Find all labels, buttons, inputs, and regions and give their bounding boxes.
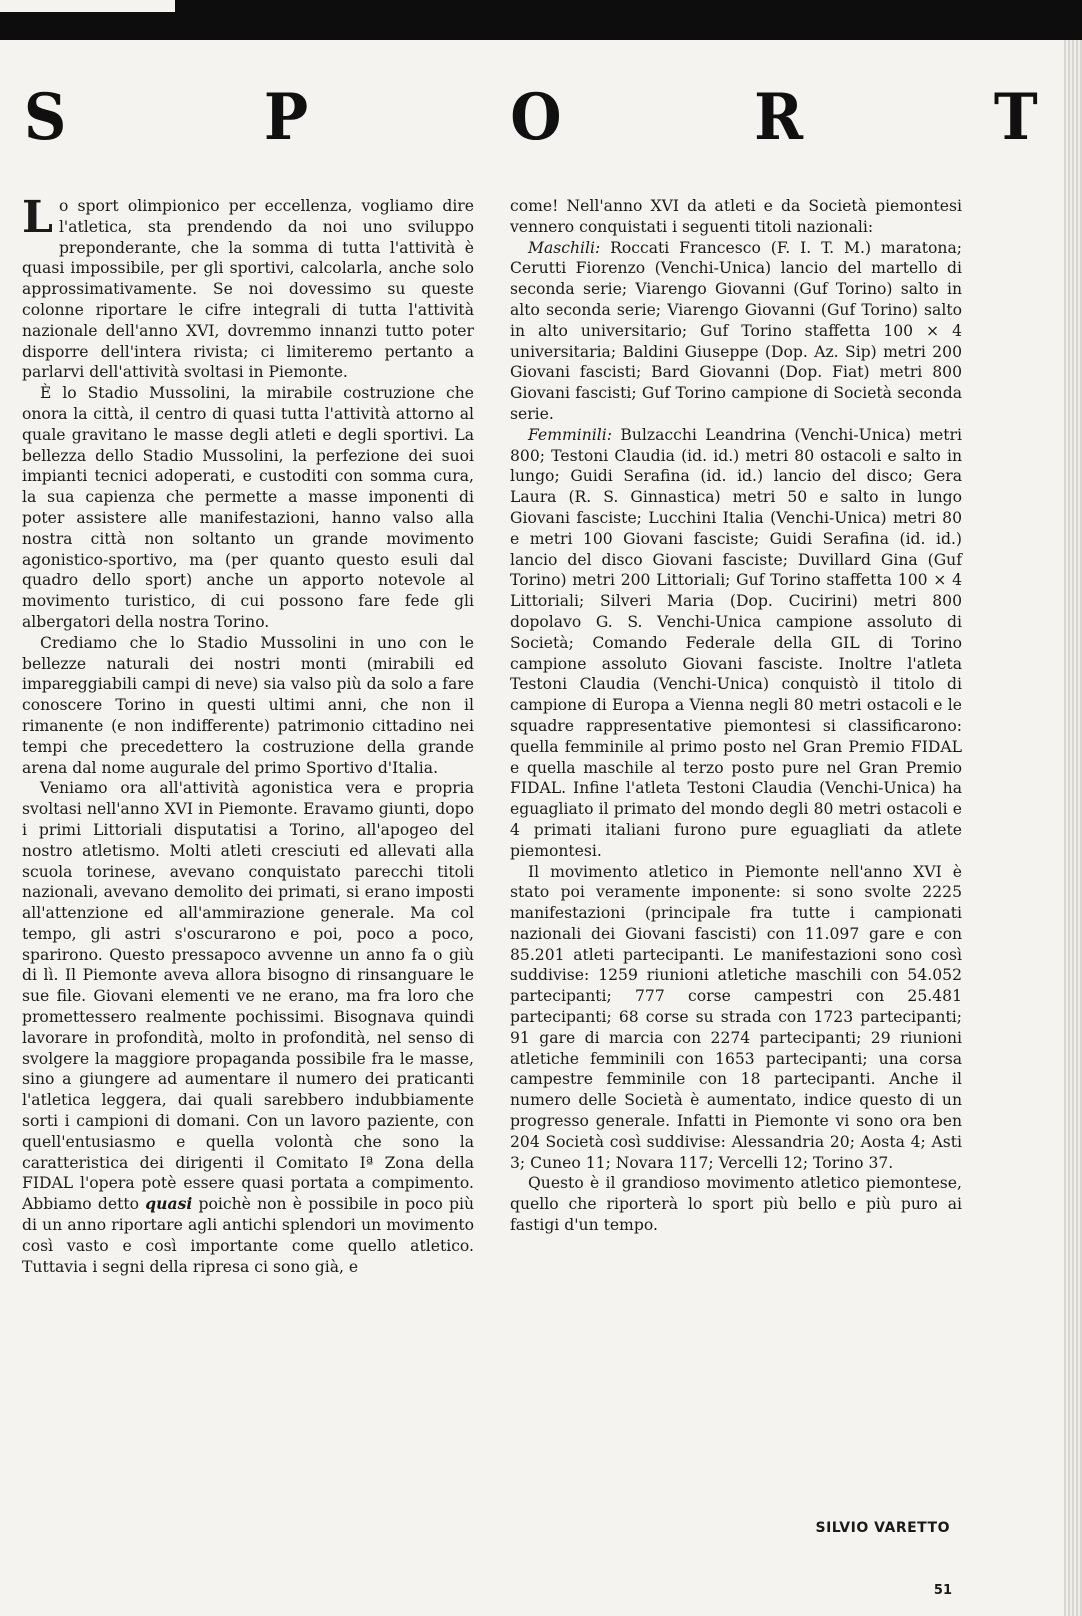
title-letter-o: O [510, 80, 562, 155]
paragraph-titoli: come! Nell'anno XVI da atleti e da Società piemontesi vennero conquistati i seguenti titoli nazionali: [510, 197, 962, 236]
article-right-column [510, 196, 962, 1236]
title-letter-r: R [754, 80, 804, 155]
top-black-bar [0, 0, 1082, 40]
title-letter-s: S [23, 80, 67, 155]
paragraph-movimento: Il movimento atletico in Piemonte nell'anno XVI è stato poi veramente imponente: si sono svolte 2225 manifestazioni (principale fra tutte i campionati nazionali dei Giovani fascisti) con 11.097 gare e con 85.201 atleti partecipanti. Le manifestazioni sono così suddivise: 1259 riunioni atletiche maschili con 54.052 partecipanti; 777 corse campestri con 25.481 partecipanti; 68 corse su strada con 1723 partecipanti; 91 gare di marcia con 2274 partecipanti; 29 riunioni atletiche femminili con 1653 partecipanti; una corsa campestre femminile con 18 partecipanti. Anche il numero delle Società è aumentato, indice questo di un progresso generale. Infatti in Piemonte vi sono ora ben 204 Società così suddivise: Alessandria 20; Aosta 4; Asti 3; Cuneo 11; Novara 117; Vercelli 12; Torino 37. [510, 862, 962, 1172]
paragraph-femminili: Femminili: Bulzacchi Leandrina (Venchi-Unica) metri 800; Testoni Claudia (id. id.) metri 80 ostacoli e salto in lungo; Guidi Serafina (id. id.) lancio del disco; Gera Laura (R. S. Ginnastica) metri 50 e salto in lungo Giovani fasciste; Lucchini Italia (Venchi-Unica) metri 80 e metri 100 Giovani fasciste; Guidi Serafina (id. id.) lancio del disco Giovani fasciste; Duvillard Gina (Guf Torino) metri 200 Littoriali; Guf Torino staffetta 100 × 4 Littoriali; Silveri Maria (Dop. Cucirini) metri 800 dopolavo G. S. Venchi-Unica campione assoluto di Società; Comando Federale della GIL di Torino campione assoluto Giovani fasciste. Inoltre l'atleta Testoni Claudia (Venchi-Unica) conquistò il titolo di campione di Europa a Vienna negli 80 metri ostacoli e le squadre rappresentative piemontesi si classificarono: quella femminile al primo posto nel Gran Premio FIDAL e quella maschile al terzo posto pure nel Gran Premio FIDAL. Infine l'atleta Testoni Claudia (Venchi-Unica) ha eguagliato il primato del mondo degli 80 metri ostacoli e 4 primati italiani furono pure eguagliati da atlete piemontesi. [510, 425, 962, 860]
paragraph-stadio: È lo Stadio Mussolini, la mirabile costruzione che onora la città, il centro di quasi tutta l'attività attorno al quale gravitano le masse degli atleti e degli sportivi. La bellezza dello Stadio Mussolini, la perfezione dei suoi impianti tecnici adoperati, e custoditi con somma cura, la sua capienza che permette a masse imponenti di poter assistere alle manifestazioni, hanno valso alla nostra città non soltanto un grande movimento agonistico-sportivo, ma (per quanto questo esuli dal quadro dello sport) anche un apporto notevole al movimento turistico, di cui possono fare fede gli albergatori della nostra Torino. [22, 384, 474, 631]
paragraph-attivita: Veniamo ora all'attività agonistica vera e propria svoltasi nell'anno XVI in Piemonte. Eravamo giunti, dopo i primi Littoriali disputatisi a Torino, all'apogeo del nostro atletismo. Molti atleti cresciuti ed allevati alla scuola torinese, avevano conquistato parecchi titoli nazionali, avevano demolito dei primati, si erano imposti all'attenzione ed all'ammirazione generale. Ma col tempo, gli astri s'oscurarono e poi, poco a poco, sparirono. Questo pressapoco avvenne un anno fa o giù di lì. Il Piemonte aveva allora bisogno di rinsanguare le sue file. Giovani elementi ve ne erano, ma fra loro che promettessero realmente pochissimi. Bisognava quindi lavorare in profondità, molto in profondità, nel senso di svolgere la maggiore propaganda possibile fra le masse, sino a giungere ad aumentare il numero dei praticanti l'atletica leggera, dai quali sarebbero indubbiamente sorti i campioni di domani. Con un lavoro paziente, con quell'entusiasmo e quella volontà che sono la caratteristica dei dirigenti il Comitato Iª Zona della FIDAL l'opera potè essere quasi portata a compimento. Abbiamo detto quasi poichè non è possibile in poco più di un anno riportare agli antichi splendori un movimento così vasto e così importante come quello atletico. Tuttavia i segni della ripresa ci sono già, e [22, 779, 474, 1276]
paragraph-bellezze: Crediamo che lo Stadio Mussolini in uno con le bellezze naturali dei nostri monti (mirabili ed impareggiabili campi di neve) sia valso più da solo a fare conoscere Torino in questi ultimi anni, che non il rimanente (e non indifferente) patrimonio cittadino nei tempi che precedettero la costruzione della grande arena dal nome augurale del primo Sportivo d'Italia. [22, 633, 474, 777]
page-number: 51 [933, 1583, 952, 1598]
drop-cap: L [22, 192, 53, 243]
author-signature: SILVIO VARETTO [815, 1520, 950, 1536]
title-letter-t: T [993, 80, 1038, 155]
page-edge-stripes [1064, 40, 1082, 1616]
paragraph-finale: Questo è il grandioso movimento atletico piemontese, quello che riporterà lo sport più bello e più puro ai fastigi d'un tempo. [510, 1174, 962, 1235]
paragraph-intro: Lo sport olimpionico per eccellenza, vogliamo dire l'atletica, sta prendendo da noi uno sviluppo preponderante, che la somma di tutta l'attività è quasi impossibile, per gli sportivi, calcolarla, anche solo approssimativamente. Se noi dovessimo su queste colonne riportare le cifre integrali di tutta l'attività nazionale dell'anno XVI, dovremmo innanzi tutto poter disporre dell'intera rivista; ci limiteremo pertanto a parlarvi dell'attività svoltasi in Piemonte. [22, 192, 474, 382]
article-left-column [22, 192, 474, 1277]
paragraph-maschili: Maschili: Roccati Francesco (F. I. T. M.) maratona; Cerutti Fiorenzo (Venchi-Unica) lancio del martello di seconda serie; Viarengo Giovanni (Guf Torino) salto in alto seconda serie; Viarengo Giovanni (Guf Torino) salto in alto universitario; Guf Torino staffetta 100 × 4 universitaria; Baldini Giuseppe (Dop. Az. Sip) metri 200 Giovani fascisti; Bard Giovanni (Dop. Fiat) metri 800 Giovani fascisti; Guf Torino campione di Società seconda serie. [510, 238, 962, 423]
title-letter-p: P [263, 80, 309, 155]
top-bar-notch [0, 0, 175, 12]
page-title [0, 80, 1082, 160]
